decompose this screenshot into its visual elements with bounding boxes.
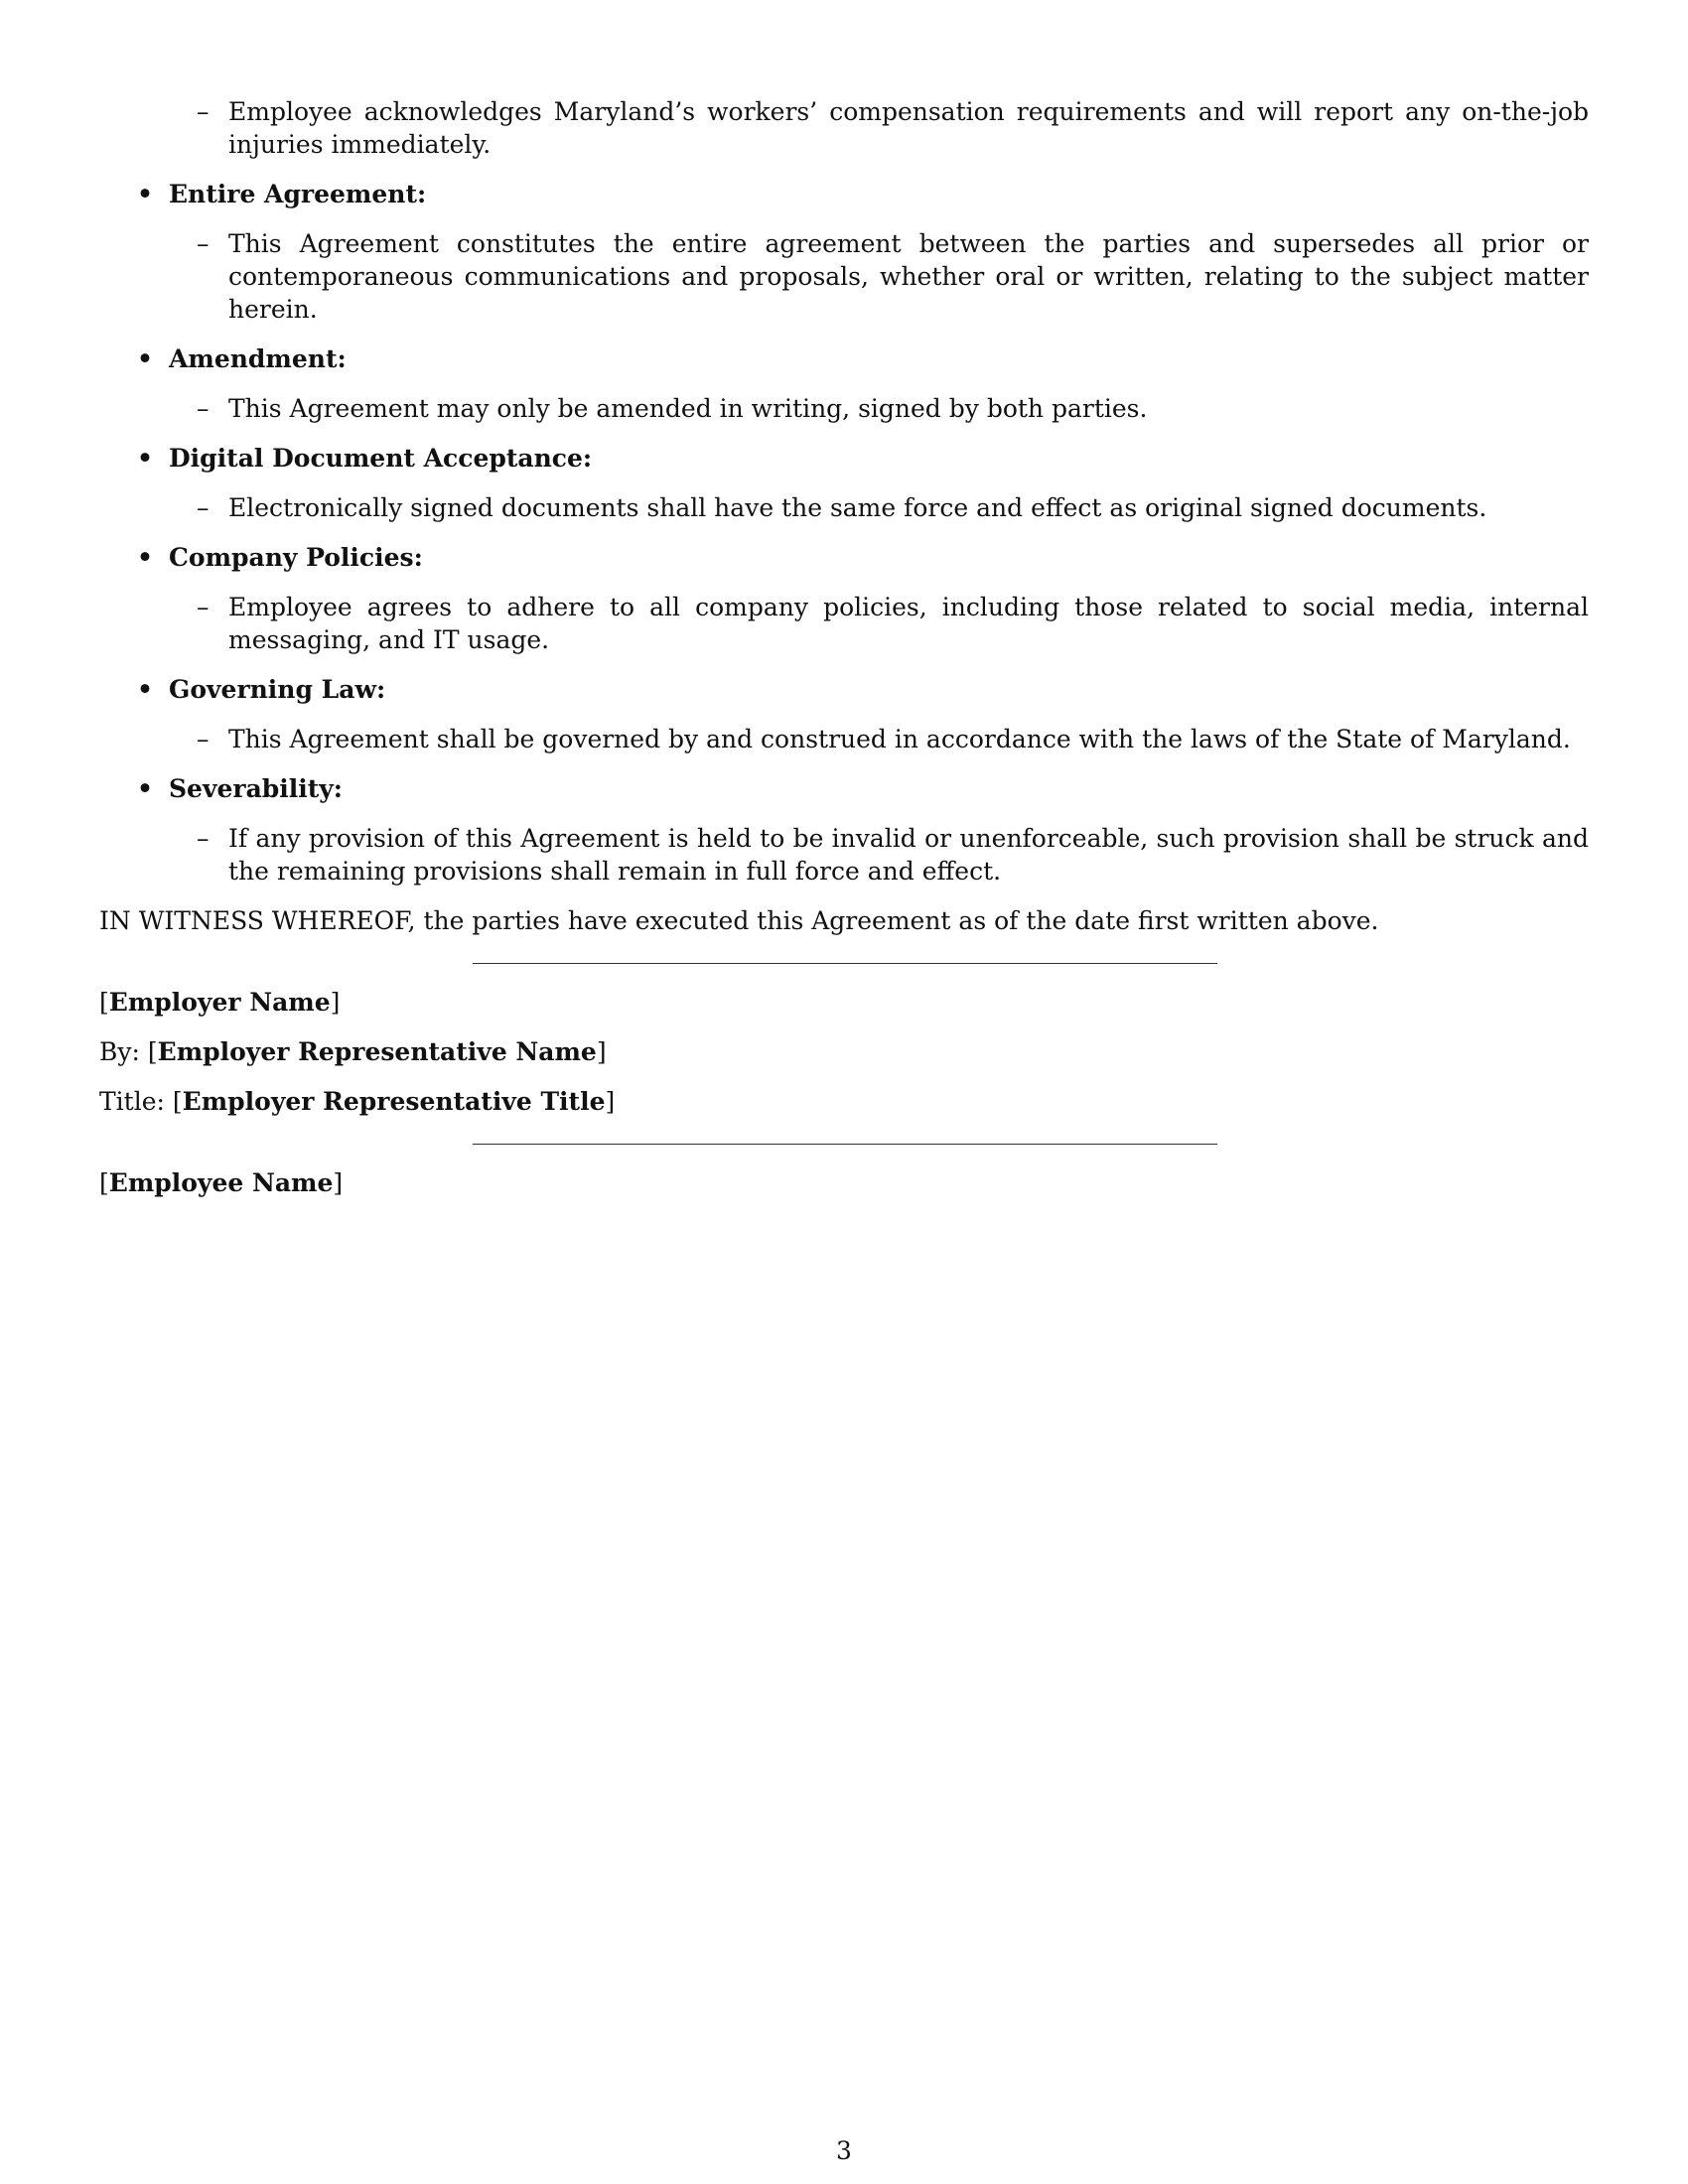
sub-item-list: [169, 822, 1589, 887]
sub-item-text: Employee agrees to adhere to all company policies, including those related to social media, internal messaging, and IT usage.: [228, 593, 1589, 654]
sub-item-list: [169, 227, 1589, 326]
dash-marker: –: [197, 97, 210, 126]
dash-marker: –: [197, 394, 210, 423]
employer-name-placeholder: Employer Name: [108, 988, 331, 1017]
clause-heading: Company Policies:: [169, 543, 423, 572]
bracket-close: ]: [596, 1037, 607, 1066]
sub-item-text: Electronically signed documents shall have the same force and effect as original signed documents.: [228, 493, 1487, 522]
bracket-close: ]: [330, 988, 341, 1017]
dash-marker: –: [197, 493, 210, 522]
clause-company-policies: [99, 541, 1589, 656]
sub-item-text: This Agreement constitutes the entire agreement between the parties and supersedes all prior or contemporaneous communications and proposals, whether oral or written, relating to the subject matter herein.: [228, 229, 1589, 324]
bullet-marker: •: [137, 675, 153, 704]
sub-item-list: [169, 491, 1589, 524]
clause-heading: Governing Law:: [169, 675, 386, 704]
clause-digital-document-acceptance: [99, 442, 1589, 524]
by-label: By:: [99, 1037, 140, 1066]
witness-statement: IN WITNESS WHEREOF, the parties have executed this Agreement as of the date first written above.: [99, 906, 1379, 935]
clause-severability: [99, 772, 1589, 887]
clause-heading: Amendment:: [169, 344, 347, 373]
employer-by-row: [99, 1035, 1589, 1068]
employer-title-row: [99, 1085, 1589, 1118]
bullet-marker: •: [137, 543, 153, 572]
employer-representative-name-placeholder: Employer Representative Name: [157, 1037, 597, 1066]
employer-name-row: [99, 986, 1589, 1019]
sub-item: [169, 591, 1589, 656]
sub-item: [169, 723, 1589, 755]
bullet-marker: •: [137, 444, 153, 473]
sub-item-text: This Agreement shall be governed by and construed in accordance with the laws of the State of Maryland.: [228, 725, 1571, 753]
bracket-close: ]: [333, 1168, 344, 1197]
clause-governing-law: [99, 673, 1589, 755]
clause-heading: Severability:: [169, 774, 344, 803]
bullet-marker: •: [137, 774, 153, 803]
bracket-open: [: [99, 988, 109, 1017]
clause-heading: Digital Document Acceptance:: [169, 444, 593, 473]
bracket-open: [: [147, 1037, 158, 1066]
sub-item: [169, 491, 1589, 524]
employee-name-placeholder: Employee Name: [108, 1168, 334, 1197]
clause-amendment: [99, 342, 1589, 425]
employer-representative-title-placeholder: Employer Representative Title: [182, 1087, 606, 1116]
employee-signature-line: [473, 1144, 1217, 1145]
employer-signature-line: [473, 963, 1217, 964]
bracket-open: [: [99, 1168, 109, 1197]
page-number: 3: [836, 2136, 852, 2165]
dash-marker: –: [197, 593, 210, 621]
sub-item: [169, 227, 1589, 326]
clause-entire-agreement: [99, 178, 1589, 326]
document-page: [99, 0, 1589, 2184]
bracket-open: [: [172, 1087, 183, 1116]
bullet-marker: •: [137, 344, 153, 373]
leading-sub-item: [99, 95, 1589, 161]
sub-item: [169, 822, 1589, 887]
document-content: [99, 95, 1589, 1216]
employee-name-row: [99, 1166, 1589, 1199]
bracket-close: ]: [605, 1087, 616, 1116]
title-label: Title:: [99, 1087, 165, 1116]
sub-item-list: [169, 392, 1589, 425]
clause-heading: Entire Agreement:: [169, 180, 427, 208]
sub-item-text: Employee acknowledges Maryland’s workers’ compensation requirements and will report any on-the-job injuries immediately.: [228, 97, 1589, 159]
sub-item-text: This Agreement may only be amended in writing, signed by both parties.: [228, 394, 1148, 423]
clause-list: [99, 178, 1589, 887]
dash-marker: –: [197, 229, 210, 258]
sub-item-list: [169, 591, 1589, 656]
sub-item-text: If any provision of this Agreement is held to be invalid or unenforceable, such provision shall be struck and the remaining provisions shall remain in full force and effect.: [228, 824, 1589, 886]
dash-marker: –: [197, 824, 210, 853]
sub-item: [169, 392, 1589, 425]
dash-marker: –: [197, 725, 210, 753]
bullet-marker: •: [137, 180, 153, 208]
sub-item-list: [169, 723, 1589, 755]
